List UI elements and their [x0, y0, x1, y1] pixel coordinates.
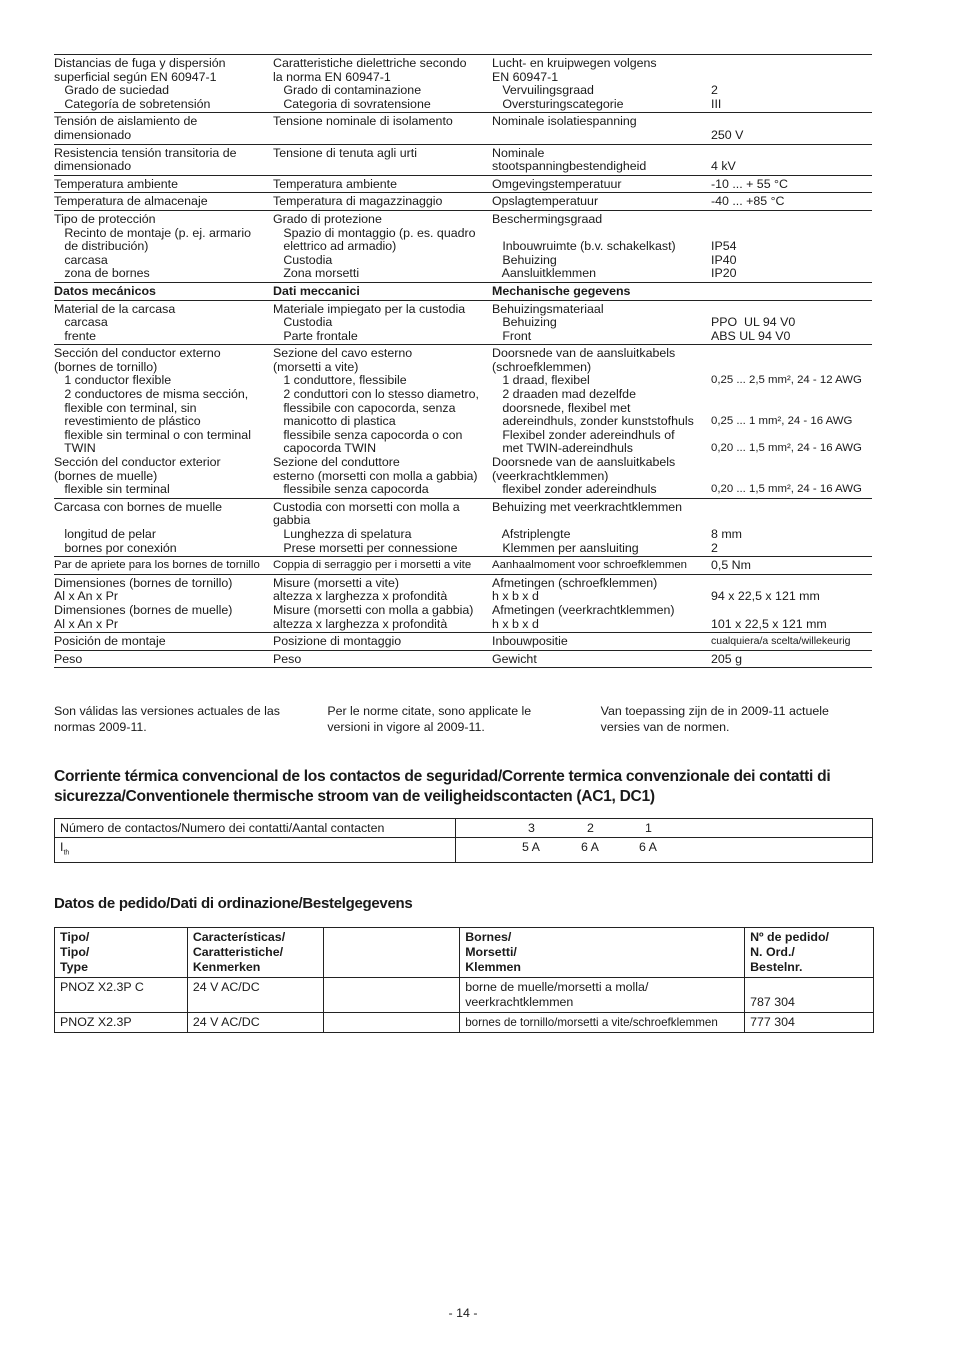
table-row	[55, 819, 873, 838]
cell-order-no: 787 304	[745, 978, 874, 1013]
spec-cell-c4: 94 x 22,5 x 121 mm 101 x 22,5 x 121 mm	[711, 589, 827, 631]
spec-cell-c4: IP54 IP40 IP20	[711, 239, 737, 281]
thermal-current-heading: Corriente térmica convencional de los contactos de seguridad/Corrente termica convenzionale dei contatti di sicurezza/Conventionele thermische stroom van de veiligheidscontacten (AC1, DC1)	[54, 768, 831, 805]
cell-terminals: bornes de tornillo/morsetti a vite/schroefklemmen	[460, 1013, 745, 1033]
spec-row	[54, 55, 872, 113]
spec-row	[54, 193, 872, 211]
technical-data-table	[54, 54, 872, 668]
cell-order-no: 777 304	[745, 1013, 874, 1033]
spec-cell-c3: Mechanische gegevens	[492, 284, 631, 298]
cell-type: PNOZ X2.3P	[55, 1013, 188, 1033]
cell-features: 24 V AC/DC	[187, 978, 323, 1013]
spec-cell-c1: Par de apriete para los bornes de tornillo	[54, 559, 260, 572]
spec-cell-c4: cualquiera/a scelta/willekeurig	[711, 635, 851, 648]
spec-cell-c2: Temperatura ambiente	[273, 177, 397, 191]
spec-cell-c1: Dimensiones (bornes de tornillo) Al x An x Pr Dimensiones (bornes de muelle) Al x An x Pr	[54, 576, 233, 631]
spec-cell-c2: Caratteristiche dielettriche secondo la norma EN 60947-1 Grado di contaminazione Categoria di sovratensione	[273, 57, 467, 111]
spec-cell-c2: Tensione nominale di isolamento	[273, 115, 453, 129]
standards-note	[54, 703, 874, 735]
spec-cell-c2: Grado di protezione Spazio di montaggio (p. es. quadro elettrico ad armadio) Custodia Zona morsetti	[273, 212, 476, 281]
table-row	[55, 978, 874, 1013]
col-header-type: Tipo/ Tipo/ Type	[55, 928, 188, 978]
table-row	[55, 1013, 874, 1033]
note-it: Per le norme citate, sono applicate le versioni in vigore al 2009-11.	[327, 704, 532, 734]
spec-cell-c3: Nominale isolatiespanning	[492, 115, 637, 129]
spec-cell-c4: 2 III	[711, 83, 722, 111]
spec-cell-c1: Material de la carcasa carcasa frente	[54, 302, 176, 343]
spec-row	[54, 113, 872, 144]
value-cell: 6 A	[639, 840, 657, 854]
spec-row	[54, 345, 872, 499]
spec-cell-c4: 4 kV	[711, 159, 736, 174]
spec-cell-c2: Temperatura di magazzinaggio	[273, 195, 443, 209]
spec-row	[54, 633, 872, 651]
thermal-current-table	[54, 818, 873, 863]
spec-cell-c2: Dati meccanici	[273, 284, 360, 298]
spec-row	[54, 145, 872, 176]
ith-symbol: I	[60, 840, 64, 854]
order-data-heading: Datos de pedido/Dati di ordinazione/Bestelgegevens	[54, 895, 413, 912]
spec-cell-c3: Inbouwpositie	[492, 635, 568, 649]
spec-cell-c1: Temperatura de almacenaje	[54, 195, 208, 209]
spec-cell-c1: Temperatura ambiente	[54, 177, 178, 191]
spec-cell-c1: Sección del conductor externo (bornes de tornillo) 1 conductor flexible 2 conductores de misma sección, flexible con terminal, sin revestimiento de plástico flexible sin terminal o con terminal TWIN Sección del conductor exterior (bornes de muelle) flexible sin terminal	[54, 347, 251, 497]
spec-cell-c3: Doorsnede van de aansluitkabels (schroefklemmen) 1 draad, flexibel 2 draaden mad dezelfde doorsnede, flexibel met adereindhuls, zonder kunststofhuls Flexibel zonder adereindhuls of met TWIN-adereindhuls Doorsnede van de aansluitkabels (veerkrachtklemmen) flexibel zonder adereindhuls	[492, 347, 694, 497]
value-cell: 2	[587, 821, 594, 835]
spec-cell-c2: Posizione di montaggio	[273, 635, 402, 649]
spec-cell-c2: Misure (morsetti a vite) altezza x larghezza x profondità Misure (morsetti con molla a gabbia) altezza x larghezza x profondità	[273, 576, 474, 631]
note-nl: Van toepassing zijn de in 2009-11 actuele versies van de normen.	[600, 704, 829, 734]
cell-type: PNOZ X2.3P C	[55, 978, 188, 1013]
cell-features: 24 V AC/DC	[187, 1013, 323, 1033]
spec-cell-c1: Peso	[54, 652, 83, 666]
spec-cell-c3: Behuizingsmateriaal Behuizing Front	[492, 302, 604, 343]
spec-row	[54, 211, 872, 283]
spec-cell-c1: Tensión de aislamiento de dimensionado	[54, 115, 198, 142]
spec-cell-c3: Aanhaalmoment voor schroefklemmen	[492, 559, 687, 572]
spec-cell-c3: Beschermingsgraad Inbouwruimte (b.v. schakelkast) Behuizing Aansluitklemmen	[492, 212, 676, 281]
spec-cell-c2: Tensione di tenuta agli urti	[273, 146, 417, 160]
spec-row	[54, 301, 872, 346]
spec-cell-c3: Opslagtemperatuur	[492, 195, 599, 209]
page-number: - 14 -	[448, 1306, 478, 1320]
spec-cell-c4: PPO UL 94 V0 ABS UL 94 V0	[711, 315, 796, 343]
spec-cell-c2: Custodia con morsetti con molla a gabbia Lunghezza di spelatura Prese morsetti per connessione	[273, 500, 460, 555]
cell-terminals: borne de muelle/morsetti a molla/ veerkrachtklemmen	[460, 978, 745, 1013]
col-header-empty	[323, 928, 460, 978]
spec-cell-c2: Materiale impiegato per la custodia Custodia Parte frontale	[273, 302, 466, 343]
spec-cell-c1: Distancias de fuga y dispersión superficial según EN 60947-1 Grado de suciedad Categoría de sobretensión	[54, 57, 226, 111]
ith-label	[55, 838, 456, 863]
spec-cell-c4: 205 g	[711, 652, 743, 666]
spec-row	[54, 575, 872, 633]
spec-cell-c3: Omgevingstemperatuur	[492, 177, 622, 191]
spec-cell-c4: 0,5 Nm	[711, 559, 751, 573]
col-header-order-no: Nº de pedido/ N. Ord./ Bestelnr.	[745, 928, 874, 978]
value-cell: 6 A	[581, 840, 599, 854]
ith-values	[456, 838, 873, 863]
col-header-features: Características/ Caratteristiche/ Kenmerken	[187, 928, 323, 978]
spec-cell-c1: Datos mecánicos	[54, 284, 156, 298]
spec-cell-c1: Resistencia tensión transitoria de dimensionado	[54, 146, 237, 174]
spec-row	[54, 557, 872, 575]
section-header-row	[54, 283, 872, 301]
spec-cell-c3: Nominale stootspanningbestendigheid	[492, 146, 647, 174]
spec-cell-c1: Posición de montaje	[54, 635, 166, 649]
spec-cell-c3: Afmetingen (schroefklemmen) h x b x d Afmetingen (veerkrachtklemmen) h x b x d	[492, 576, 675, 631]
spec-cell-c4: -40 ... +85 °C	[711, 195, 785, 209]
spec-cell-c2: Peso	[273, 652, 302, 666]
col-header-terminals: Bornes/ Morsetti/ Klemmen	[460, 928, 745, 978]
cell-empty	[323, 978, 460, 1013]
value-cell: 1	[645, 821, 652, 835]
order-table	[54, 927, 874, 1033]
table-row	[55, 838, 873, 863]
spec-cell-c3: Gewicht	[492, 652, 537, 666]
spec-cell-c3: Behuizing met veerkrachtklemmen Afstriplengte Klemmen per aansluiting	[492, 500, 683, 555]
spec-cell-c4: 0,25 ... 2,5 mm², 24 - 12 AWG 0,25 ... 1 mm², 24 - 16 AWG 0,20 ... 1,5 mm², 24 - 16 AWG 0,20 ... 1,5 mm², 24 - 16 AWG	[711, 374, 862, 496]
spec-cell-c4: 250 V	[711, 127, 744, 142]
spec-cell-c4	[711, 285, 872, 299]
spec-cell-c2: Coppia di serraggio per i morsetti a vite	[273, 559, 472, 572]
spec-cell-c3: Lucht- en kruipwegen volgens EN 60947-1 Vervuilingsgraad Oversturingscategorie	[492, 57, 657, 111]
spec-cell-c2: Sezione del cavo esterno (morsetti a vite) 1 conduttore, flessibile 2 conduttori con lo stesso diametro, flessibile con capocorda, senza manicotto di plastica flessibile senza capocorda o con capocorda TWIN Sezione del conduttore esterno (morsetti con molla a gabbia) flessibile senza capocorda	[273, 347, 479, 497]
spec-row	[54, 176, 872, 194]
ith-subscript: th	[63, 849, 70, 857]
spec-cell-c4: 8 mm 2	[711, 527, 742, 555]
note-es: Son válidas las versiones actuales de las normas 2009-11.	[54, 704, 280, 734]
value-cell: 3	[528, 821, 535, 835]
spec-cell-c1: Carcasa con bornes de muelle longitud de pelar bornes por conexión	[54, 500, 223, 555]
spec-row	[54, 499, 872, 557]
table-header-row	[55, 928, 874, 978]
spec-row	[54, 651, 872, 669]
spec-cell-c4: -10 ... + 55 °C	[711, 177, 788, 191]
contacts-count-label: Número de contactos/Numero dei contatti/Aantal contacten	[55, 819, 456, 838]
spec-cell-c1: Tipo de protección Recinto de montaje (p. ej. armario de distribución) carcasa zona de bornes	[54, 212, 251, 281]
value-cell: 5 A	[522, 840, 540, 854]
cell-empty	[323, 1013, 460, 1033]
contacts-count-values	[456, 819, 873, 838]
